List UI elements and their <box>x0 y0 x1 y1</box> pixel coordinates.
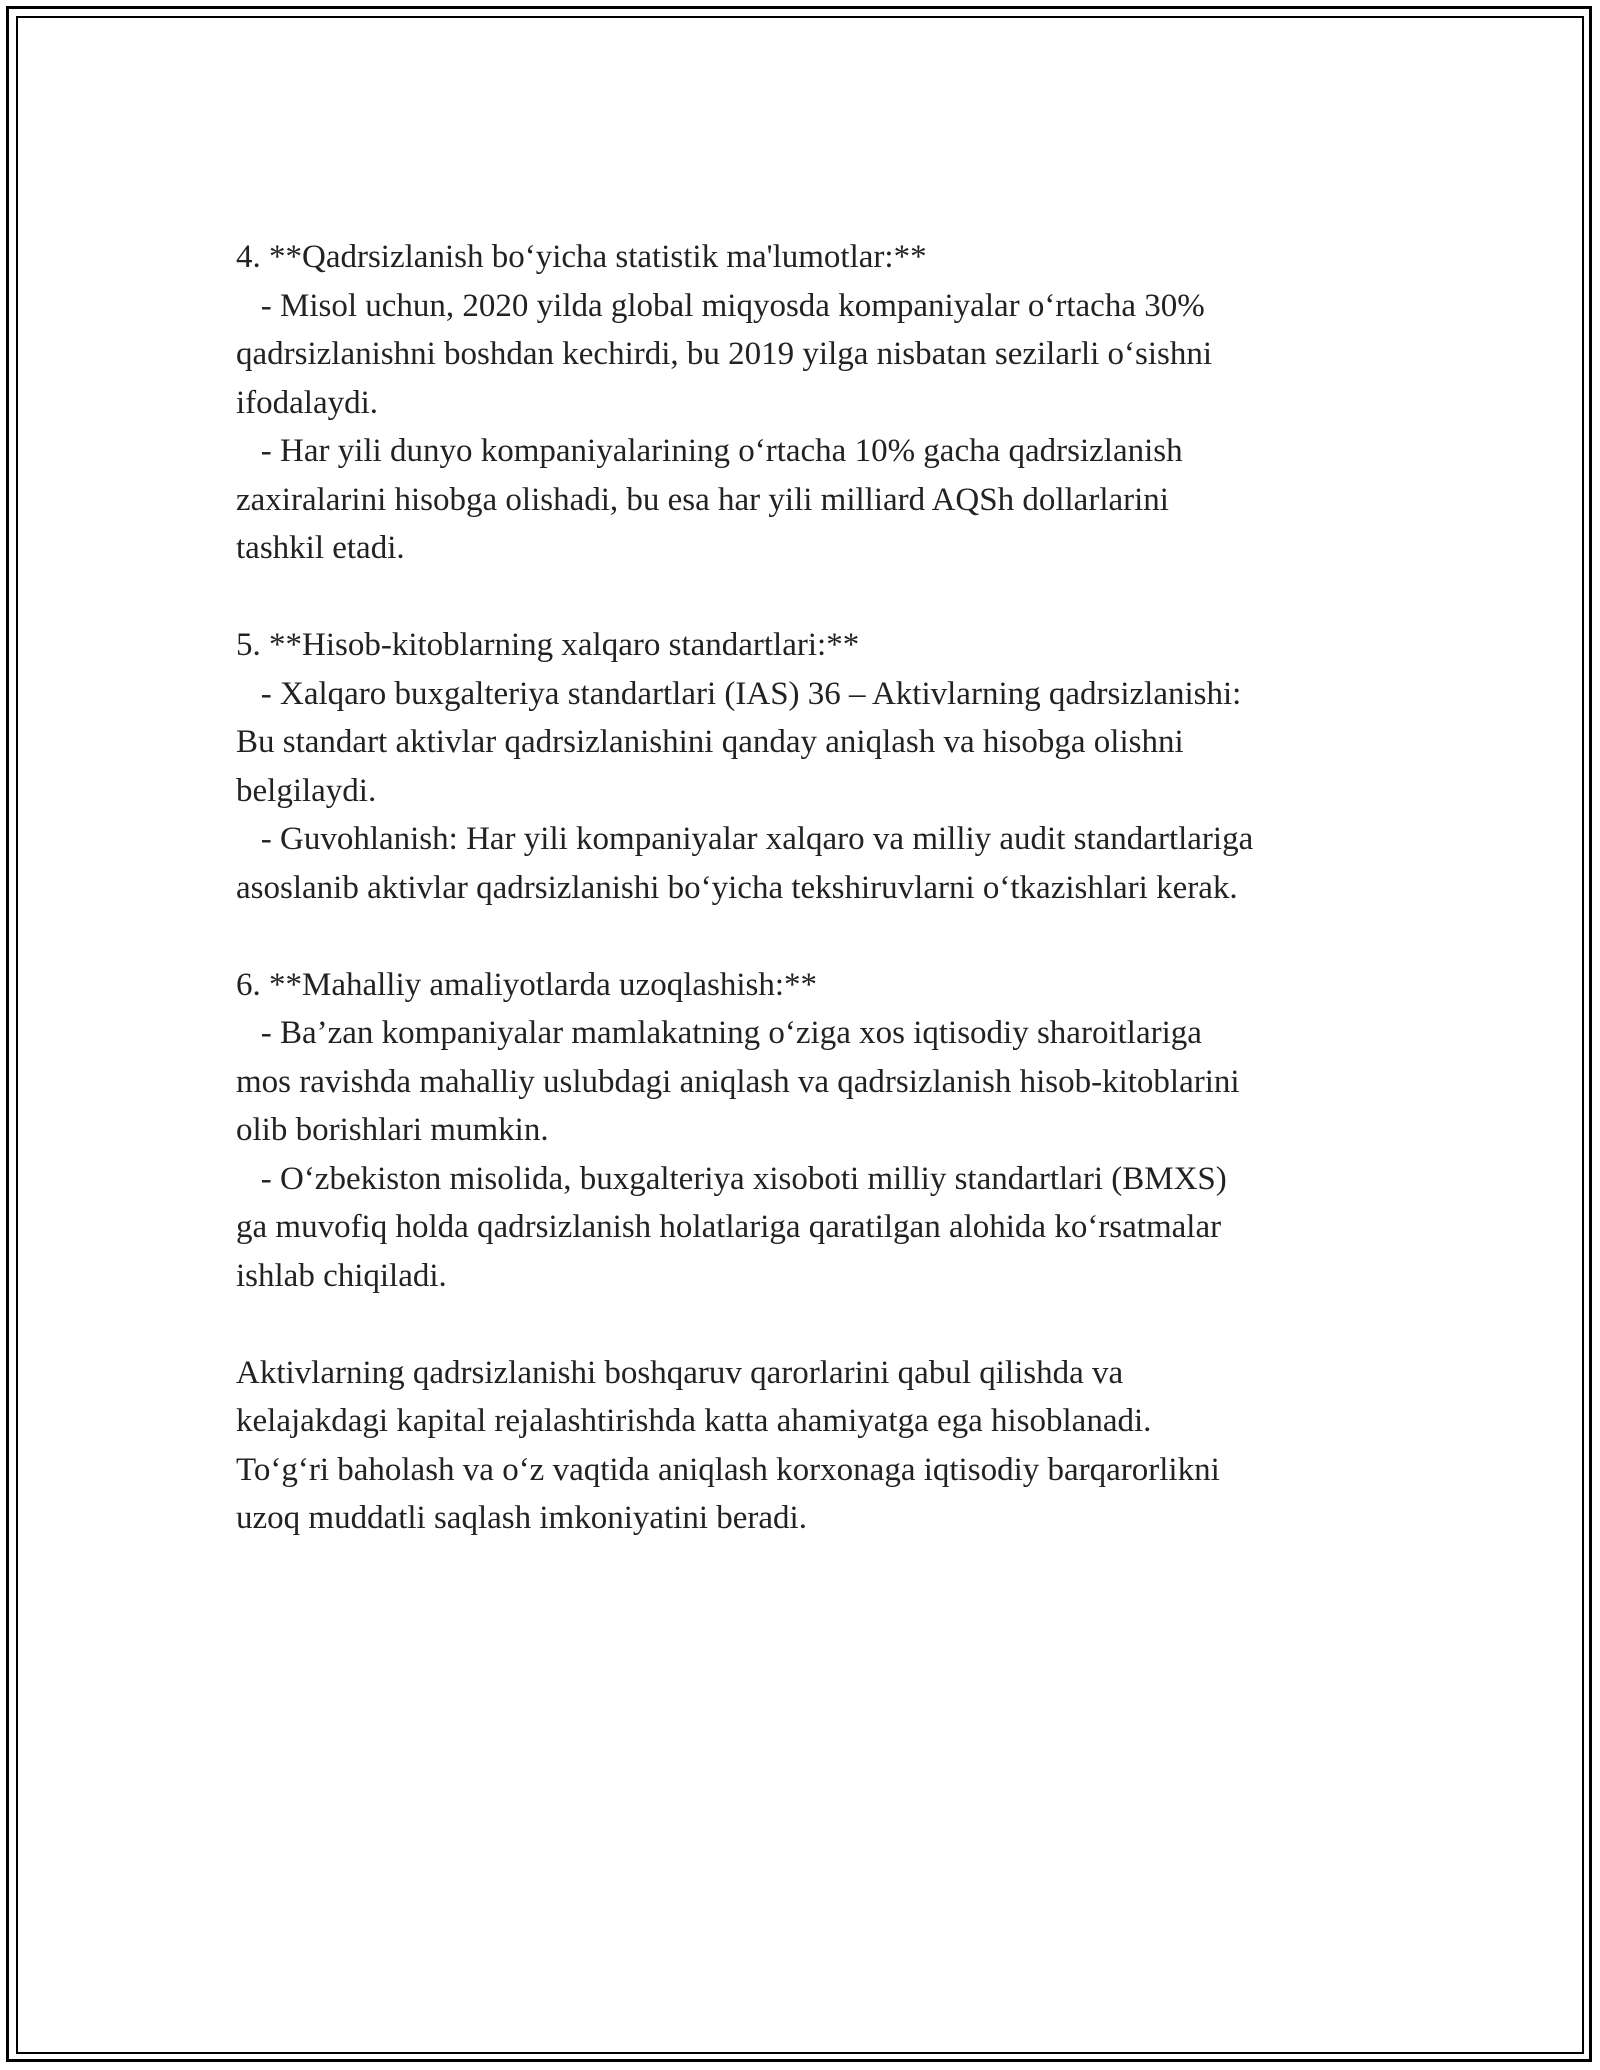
text-line: - Har yili dunyo kompaniyalarining oʻrtacha 10% gacha qadrsizlanish <box>236 433 1183 469</box>
text-line: kelajakdagi kapital rejalashtirishda katta ahamiyatga ega hisoblanadi. <box>236 1403 1152 1439</box>
section-statistics <box>236 233 1386 573</box>
text-line: - Xalqaro buxgalteriya standartlari (IAS) 36 – Aktivlarning qadrsizlanishi: <box>236 675 1242 712</box>
text-line: - Oʻzbekiston misolida, buxgalteriya xisoboti milliy standartlari (BMXS) <box>236 1160 1227 1197</box>
text-line: ifodalaydi. <box>236 384 379 421</box>
text-line: ga muvofiq holda qadrsizlanish holatlariga qaratilgan alohida koʻrsatmalar <box>236 1209 1222 1245</box>
text-line: ishlab chiqiladi. <box>236 1257 447 1294</box>
text-line: - Ba’zan kompaniyalar mamlakatning oʻziga xos iqtisodiy sharoitlariga <box>236 1015 1202 1051</box>
document-body <box>236 233 1386 1543</box>
section-heading: 4. **Qadrsizlanish boʻyicha statistik ma'lumotlar:** <box>236 239 927 275</box>
section-conclusion <box>236 1349 1386 1543</box>
text-line: olib borishlari mumkin. <box>236 1112 549 1148</box>
paragraph-gap <box>236 1300 1386 1349</box>
section-local-practices <box>236 961 1386 1301</box>
paragraph-gap <box>236 912 1386 961</box>
text-line: belgilaydi. <box>236 772 377 809</box>
text-line: qadrsizlanishni boshdan kechirdi, bu 2019 yilga nisbatan sezilarli oʻsishni <box>236 336 1213 372</box>
text-line: asoslanib aktivlar qadrsizlanishi boʻyicha tekshiruvlarni oʻtkazishlari kerak. <box>236 869 1238 906</box>
text-line: mos ravishda mahalliy uslubdagi aniqlash va qadrsizlanish hisob-kitoblarini <box>236 1063 1240 1100</box>
text-line: tashkil etadi. <box>236 530 405 566</box>
text-line: zaxiralarini hisobga olishadi, bu esa har yili milliard AQSh dollarlarini <box>236 481 1169 518</box>
section-heading: 5. **Hisob-kitoblarning xalqaro standartlari:** <box>236 627 860 663</box>
text-line: - Misol uchun, 2020 yilda global miqyosda kompaniyalar oʻrtacha 30% <box>236 287 1205 324</box>
text-line: - Guvohlanish: Har yili kompaniyalar xalqaro va milliy audit standartlariga <box>236 821 1254 857</box>
section-heading: 6. **Mahalliy amaliyotlarda uzoqlashish:** <box>236 966 818 1003</box>
section-international-standards <box>236 621 1386 912</box>
paragraph-gap <box>236 573 1386 622</box>
text-line: Aktivlarning qadrsizlanishi boshqaruv qarorlarini qabul qilishda va <box>236 1354 1124 1391</box>
text-line: uzoq muddatli saqlash imkoniyatini beradi. <box>236 1500 807 1536</box>
text-line: Bu standart aktivlar qadrsizlanishini qanday aniqlash va hisobga olishni <box>236 724 1184 760</box>
text-line: Toʻgʻri baholash va oʻz vaqtida aniqlash korxonaga iqtisodiy barqarorlikni <box>236 1451 1220 1488</box>
